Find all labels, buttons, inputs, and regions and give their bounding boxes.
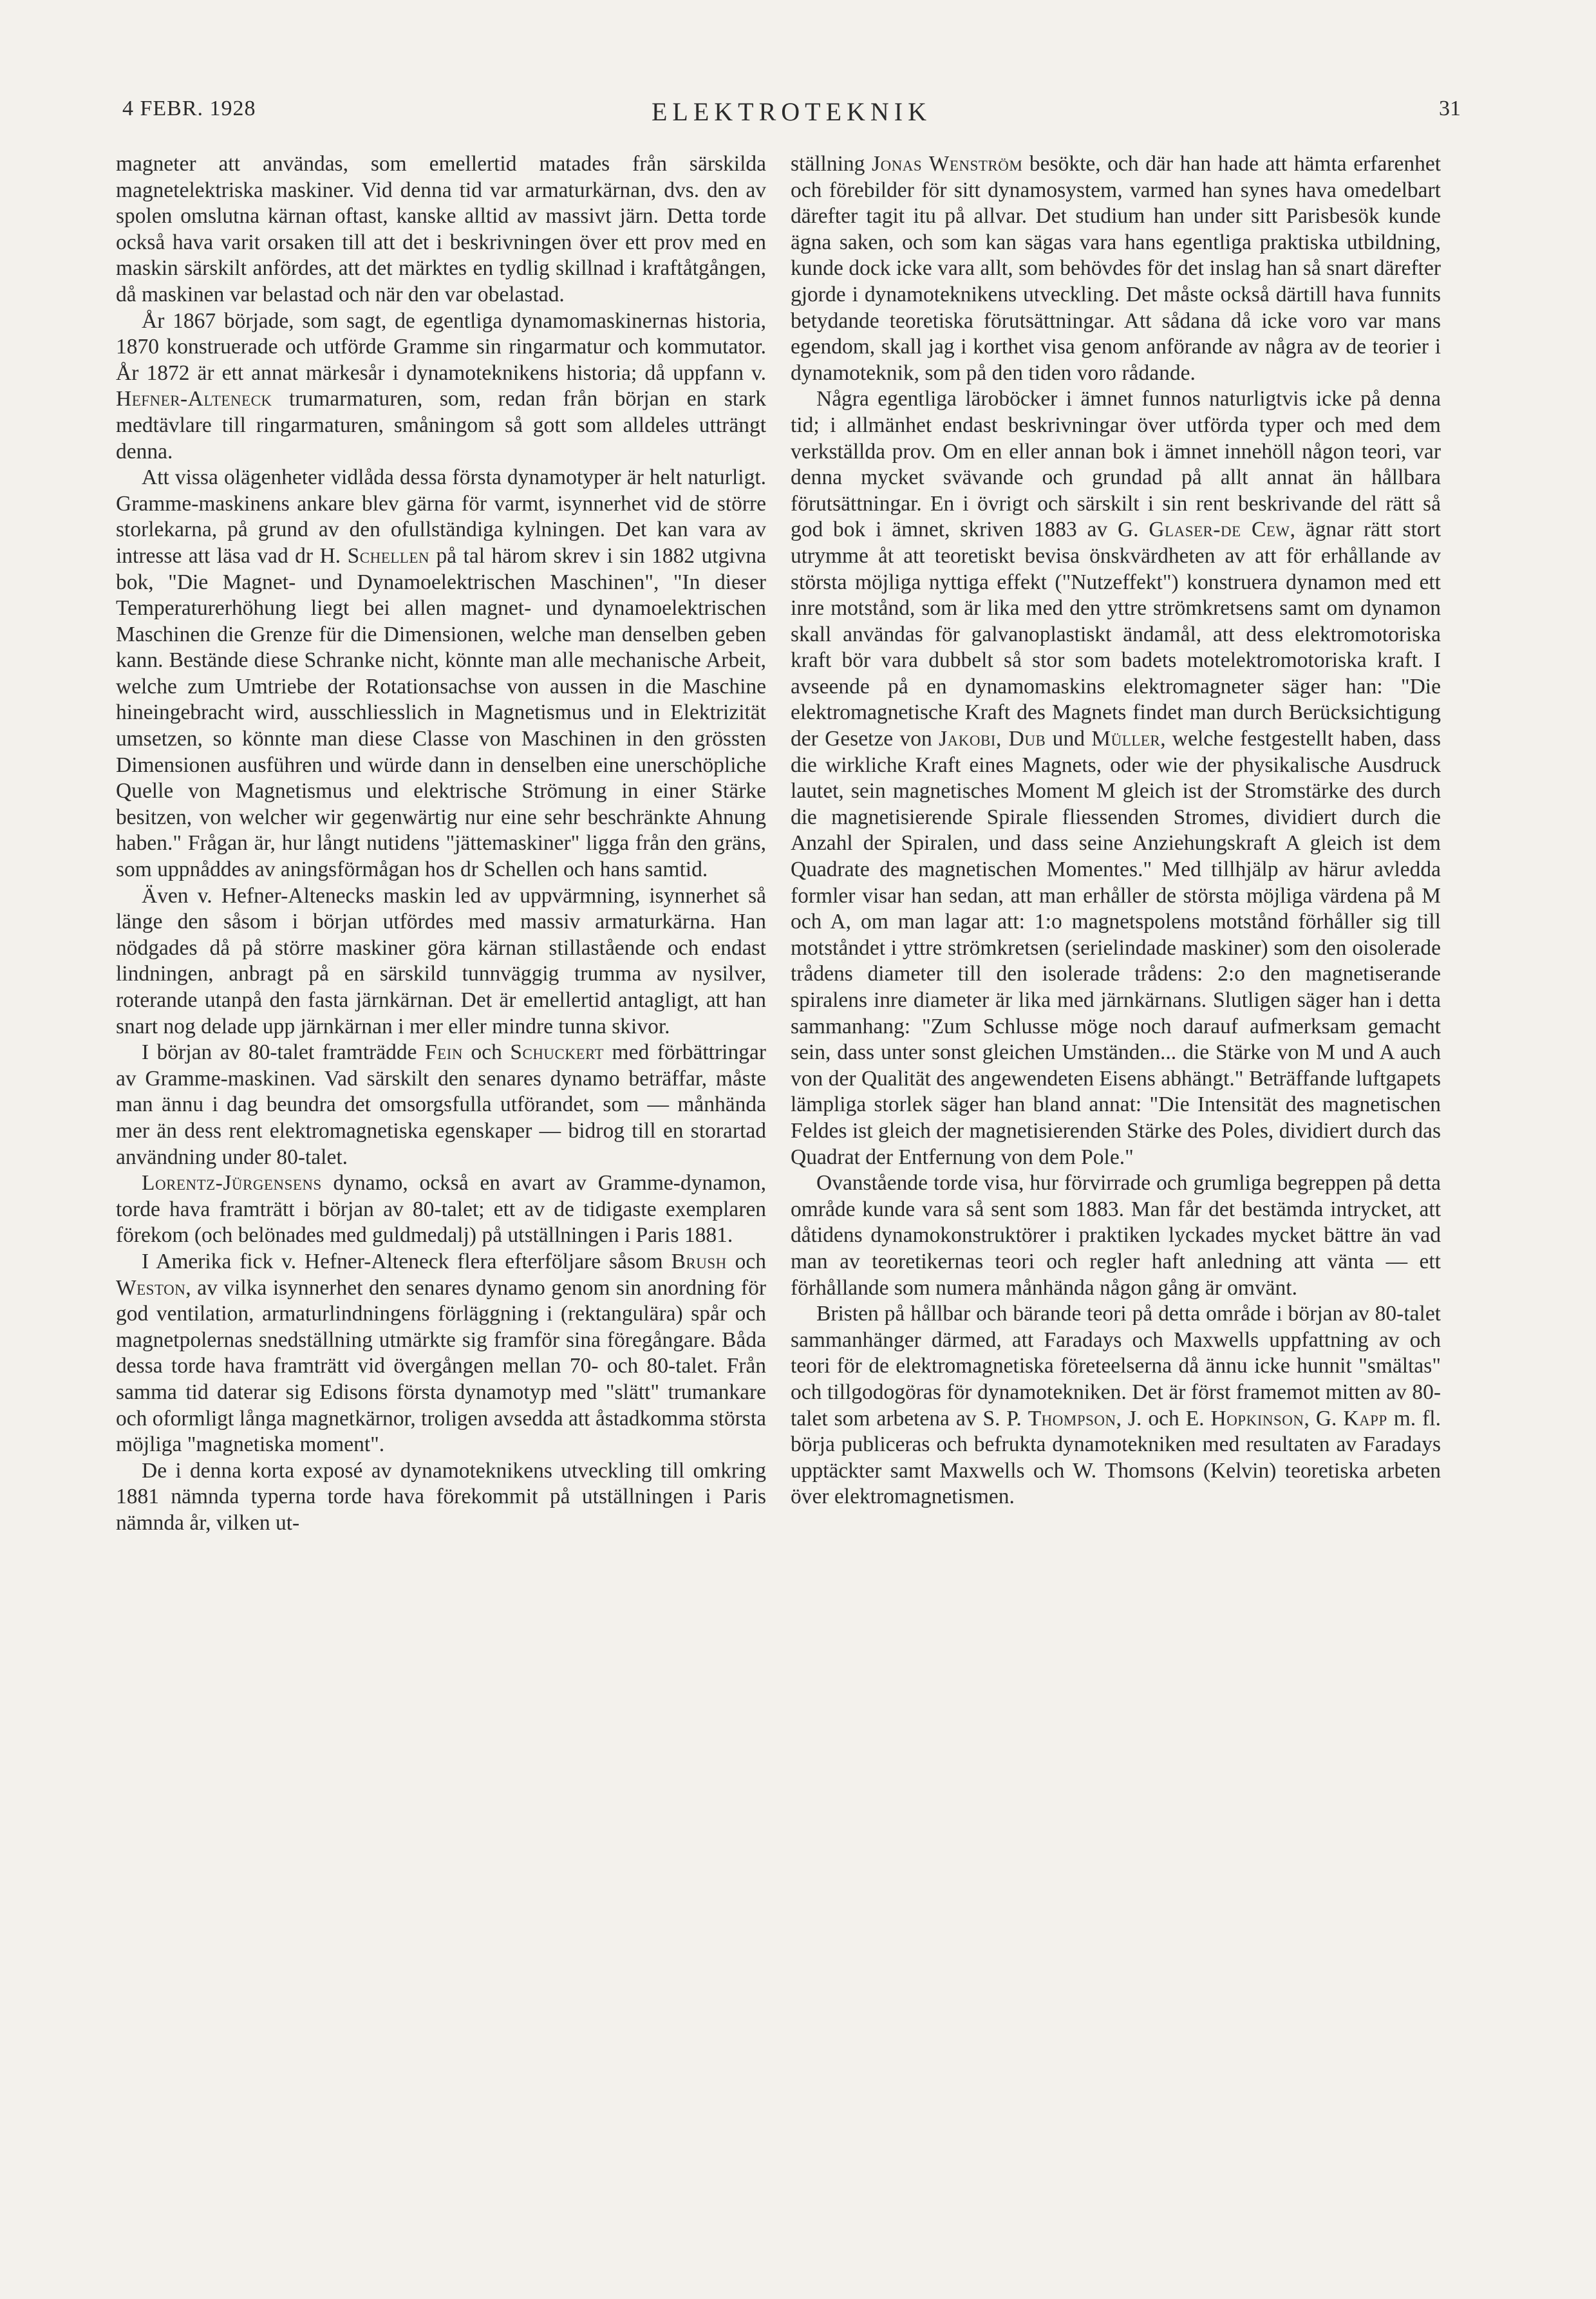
- left-column: [116, 151, 766, 1536]
- journal-title: ELEKTROTEKNIK: [651, 97, 932, 126]
- right-column: [791, 151, 1441, 1510]
- person-name: Glaser-de Cew: [1149, 518, 1290, 542]
- person-name: Fein: [425, 1040, 463, 1065]
- page-header: [122, 97, 1461, 135]
- person-name: Jonas Wenström: [872, 152, 1023, 176]
- paragraph: Att vissa olägenheter vidlådа dessa första dynamotyper är helt naturligt. Gramme-maskinens ankare blev gärna för varmt, isynnerhet vid de större storlekarna, på grund av den ofullständiga kylningen. Det kan vara av intresse att läsa vad dr H. Schellen på tal härom skrev i sin 1882 utgivna bok, "Die Magnet- und Dynamoelektrischen Maschinen", "In dieser Temperaturerhöhung liegt bei allen magnet- und dynamoelektrischen Maschinen die Grenze für die Dimensionen, welche man denselben geben kann. Bestände diese Schranke nicht, könnte man alle mechanische Arbeit, welche zum Umtriebe der Rotationsachse von aussen in die Maschine hineingebracht wird, ausschliesslich in Magnetismus und in Elektrizität umsetzen, so könnte man diese Classe von Maschinen in den grössten Dimensionen ausführen und würde dann in denselben eine unerschöpliche Quelle von Magnetismus und elektrische Strömung in einer Stärke besitzen, von welcher wir gegenwärtig nur eine sehr beschränkte Ahnung haben." Frågan är, hur långt nutidens "jättemaskiner" ligga från den gräns, som uppnåddes av aningsförmågan hos dr Schellen och hans samtid.: [116, 465, 766, 882]
- paragraph: Några egentliga läroböcker i ämnet funnos naturligtvis icke på denna tid; i allmänhet endast beskrivningar över utförda typer och med dem verkställda prov. Om en eller annan bok i ämnet innehöll någon teori, var denna mycket svävande och grundad på allt annat än hållbara förutsättningar. En i övrigt och särskilt i sin rent beskrivande del rätt så god bok i ämnet, skriven 1883 av G. Glaser-de Cew, ägnar rätt stort utrymme åt att teoretiskt bevisa önskvärdheten av att för erhållande av största möjliga nyttiga effekt ("Nutzeffekt") konstruera dynamon med ett inre motstånd, som är lika med den yttre strömkretsens samt om dynamon skall användas för galvanoplastiskt ändamål, att dess elektromotoriska kraft bör vara dubbelt så stor som badets motelektromotoriska kraft. I avseende på en dynamomaskins elektromagneter säger han: "Die elektromagnetische Kraft des Magnets findet man durch Berücksichtigung der Gesetze von Jakobi, Dub und Müller, welche festgestellt haben, dass die wirkliche Kraft eines Magnets, oder wie der physikalische Ausdruck lautet, sein magnetisches Moment M gleich ist der Stromstärke des durch die magnetisierende Spirale fliessenden Stromes, dividiert durch die Anzahl der Spiralen, und dass seine Anziehungskraft A gleich ist dem Quadrate des magnetischen Momentes." Med tillhjälp av härur avledda formler visar han sedan, att man erhåller de största möjliga värdena på M och A, om man lagar att: 1:o magnetspolens motstånd förhåller sig till motståndet i yttre strömkretsen (serielindade maskiner) som den oisolerade trådens diameter till den isolerade trådens: 2:o den magnetiserande spiralens inre diameter är lika med järnkärnans. Slutligen säger han i detta sammanhang: "Zum Schlusse möge noch darauf aufmerksam gemacht sein, dass unter sonst gleichen Umständen... die Stärke von M und A auch von der Qualität des angewendeten Eisens abhängt." Beträffande luftgapets lämpliga storlek säger han bland annat: "Die Intensität des magnetischen Feldes ist gleich der magnetisierenden Stärke des Poles, dividiert durch das Quadrat der Entfernung von dem Pole.": [791, 387, 1441, 1169]
- person-name: Brush: [671, 1249, 727, 1273]
- person-name: Jakobi, Dub: [939, 727, 1046, 751]
- person-name: Müller: [1091, 727, 1161, 751]
- person-name: Kapp: [1343, 1406, 1387, 1431]
- person-name: Schellen: [347, 543, 430, 568]
- person-name: Thompson: [1028, 1406, 1116, 1431]
- paragraph: I början av 80-talet framträdde Fein och Schuckert med förbättringar av Gramme-maskinen. Vad särskilt den senares dynamo beträffar, måste man ännu i dag beundra det omsorgsfulla utförandet, som — månhända mer än dess rent elektromagnetiska egenskaper — bidrog till en storartad användning under 80-talet.: [116, 1040, 766, 1169]
- paragraph: Bristen på hållbar och bärande teori på detta område i början av 80-talet sammanhänger därmed, att Faradays och Maxwells uppfattning av och teori för de elektromagnetiska företeelserna då ännu icke hunnit "smältas" och tillgodogöras för dynamotekniken. Det är först framemot mitten av 80-talet som arbetena av S. P. Thompson, J. och E. Hopkinson, G. Kapp m. fl. börja publiceras och befrukta dynamotekniken med resultaten av Faradays upptäckter samt Maxwells och W. Thomsons (Kelvin) teoretiska arbeten över elektromagnetismen.: [791, 1302, 1441, 1509]
- paragraph: magneter att användas, som emellertid matades från särskilda magnetelektriska maskiner. Vid denna tid var armaturkärnan, dvs. den av spolen omslutna kärnan oftast, kanske alltid av massivt järn. Detta torde också hava varit orsaken till att det i beskrivningen över ett prov med en maskin särskilt anfördes, att det märktes en tydlig skillnad i kraftåtgången, då maskinen var belastad och när den var obelastad.: [116, 152, 766, 306]
- person-name: Weston: [116, 1275, 186, 1300]
- person-name: Hopkinson: [1210, 1406, 1304, 1431]
- paragraph: ställning Jonas Wenström besökte, och där han hade att hämta erfarenhet och förebilder för sitt dynamosystem, varmed han synes hava omedelbart därefter tagit itu på allvar. Det studium han under sitt Parisbesök kunde ägna saken, och som kan sägas vara hans egentliga praktiska utbildning, kunde dock icke vara allt, som behövdes för det inslag han så snart därefter gjorde i dynamoteknikens utveckling. Det måste också därtill hava funnits betydande teoretiska förutsättningar. Att sådana då icke voro var mans egendom, skall jag i korthet visa genom anförande av några av de teorier i dynamoteknik, som på den tiden voro rådande.: [791, 152, 1441, 385]
- paragraph: Ovanstående torde visa, hur förvirrade och grumliga begreppen på detta område kunde vara så sent som 1883. Man får det bestämda intrycket, att dåtidens dynamokonstruktörer i praktiken lyckades mycket bättre än vad man av teoretikernas teori och regler haft anledning att vänta — ett förhållande som numera månhända någon gång är omvänt.: [791, 1171, 1441, 1300]
- paragraph: Lorentz-Jürgensens dynamo, också en avart av Gramme-dynamon, torde hava framträtt i början av 80-talet; ett av de tidigaste exemplaren förekom (och belönades med guldmedalj) på utställningen i Paris 1881.: [116, 1171, 766, 1248]
- person-name: Schuckert: [510, 1040, 605, 1065]
- person-name: Lorentz-Jürgensens: [142, 1171, 322, 1196]
- page-number: 31: [1439, 97, 1461, 120]
- paragraph: År 1867 började, som sagt, de egentliga dynamomaskinernas historia, 1870 konstruerade och utförde Gramme sin ringarmatur och kommutator. År 1872 är ett annat märkesår i dynamoteknikens historia; då uppfann v. Hefner-Alteneck trumarmaturen, som, redan från början en stark medtävlare till ringarmaturen, småningom så gott som alldeles utträngt denna.: [116, 308, 766, 464]
- paragraph: De i denna korta exposé av dynamoteknikens utveckling till omkring 1881 nämnda typerna torde hava förekommit på utställningen i Paris nämnda år, vilken ut-: [116, 1458, 766, 1535]
- person-name: Hefner-Alteneck: [116, 387, 272, 411]
- paragraph: I Amerika fick v. Hefner-Alteneck flera efterföljare såsom Brush och Weston, av vilka isynnerhet den senares dynamo genom sin anordning för god ventilation, armaturlindningens förläggning i (rektangulära) spår och magnetpolernas snedställning utmärkte sig framför sina föregångare. Båda dessa torde hava framträtt vid övergången mellan 70- och 80-talet. Från samma tid daterar sig Edisons första dynamotyp med "slätt" trumankare och oformligt långa magnetkärnor, troligen avsedda att åstadkomma största möjliga "magnetiska moment".: [116, 1249, 766, 1457]
- paragraph: Även v. Hefner-Alteneсks maskin led av uppvärmning, isynnerhet så länge den såsom i början utfördes med massiv armaturkärna. Han nödgades då på större maskiner göra kärnan stillastående och endast lindningen, anbragt på en särskild tunnväggig trumma av nysilver, roterande utanpå den fasta järnkärnan. Det är emellertid antagligt, att han snart nog delade upp järnkärnan i mer eller mindre tunna skivor.: [116, 883, 766, 1038]
- issue-date: 4 FEBR. 1928: [122, 97, 256, 120]
